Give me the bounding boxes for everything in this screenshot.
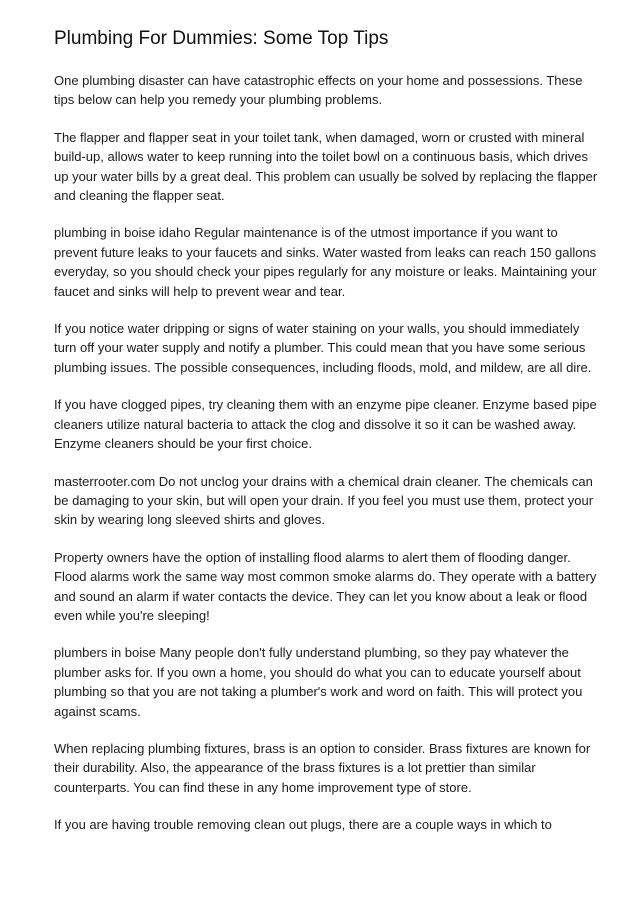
paragraph-flapper: The flapper and flapper seat in your toilet tank, when damaged, worn or crusted with mineral build-up, allows water to keep running into the toilet bowl on a continuous basis, which drives up your water bills by a great deal. This problem can usually be solved by replacing the flapper and cleaning the flapper seat. bbox=[54, 129, 598, 204]
paragraph-educate: plumbers in boise Many people don't fully understand plumbing, so they pay whatever the plumber asks for. If you own a home, you should do what you can to educate yourself about plumbing so that you are not taking a plumber's work and word on faith. This will protect you against scams. bbox=[54, 645, 583, 719]
paragraph-water-staining: If you notice water dripping or signs of water staining on your walls, you should immediately turn off your water supply and notify a plumber. This could mean that you have some serious plumbing issues. The possible consequences, including floods, mold, and mildew, are all dire. bbox=[54, 321, 592, 375]
paragraph-intro: One plumbing disaster can have catastrophic effects on your home and possessions. These tips below can help you remedy your plumbing problems. bbox=[54, 73, 583, 108]
paragraph-brass-fixtures: When replacing plumbing fixtures, brass is an option to consider. Brass fixtures are known for their durability. Also, the appearance of the brass fixtures is a lot prettier than similar counterparts. You can find these in any home improvement type of store. bbox=[54, 740, 591, 795]
page-title: Plumbing For Dummies: Some Top Tips bbox=[54, 28, 389, 49]
paragraph-flood-alarms: Property owners have the option of installing flood alarms to alert them of flooding danger. Flood alarms work the same way most common smoke alarms do. They operate with a battery and sound an alarm if water contacts the device. They can let you know about a leak or flood even while you're sleeping! bbox=[54, 549, 597, 623]
paragraph-clogged-pipes: If you have clogged pipes, try cleaning them with an enzyme pipe cleaner. Enzyme based pipe cleaners utilize natural bacteria to attack the clog and dissolve it so it can be washed away. Enzyme cleaners should be your first choice. bbox=[54, 397, 597, 452]
paragraph-clean-out-plugs: If you are having trouble removing clean out plugs, there are a couple ways in which to bbox=[54, 817, 552, 833]
paragraph-maintenance: plumbing in boise idaho Regular maintenance is of the utmost importance if you want to prevent future leaks to your faucets and sinks. Water wasted from leaks can reach 150 gallons everyday, so you should check your pipes regularly for any moisture or leaks. Maintaining your faucet and sinks will help to prevent wear and tear. bbox=[54, 225, 597, 299]
paragraph-chemical-cleaner: masterrooter.com Do not unclog your drains with a chemical drain cleaner. The chemicals can be damaging to your skin, but will open your drain. If you feel you must use them, protect your skin by wearing long sleeved shirts and gloves. bbox=[54, 473, 594, 528]
